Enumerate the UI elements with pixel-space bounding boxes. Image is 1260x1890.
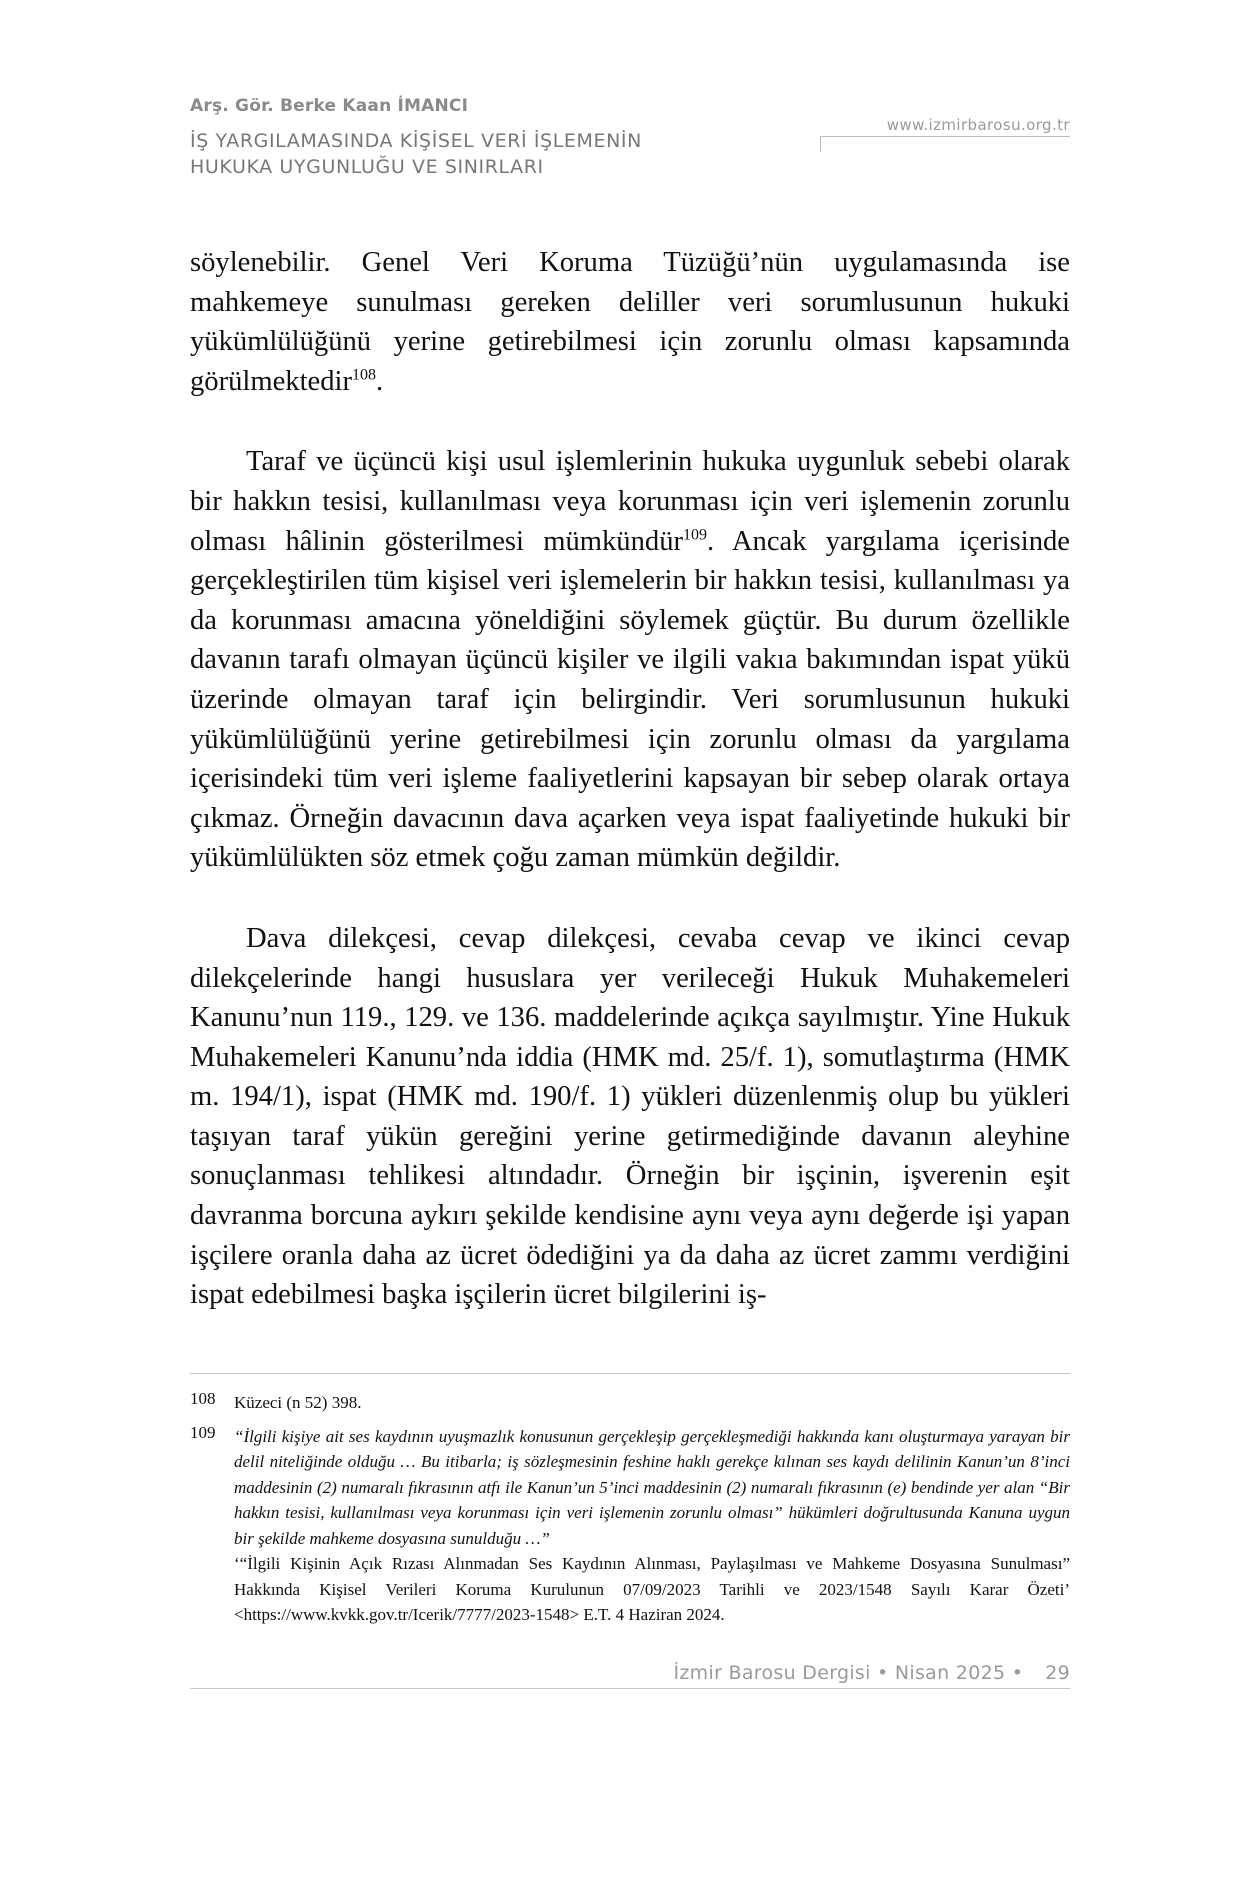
paragraph-1-end: .: [376, 365, 384, 397]
page-number: 29: [1045, 1662, 1070, 1684]
paragraph-3: Dava dilekçesi, cevap dilekçesi, cevaba cevap ve ikinci cevap dilekçelerinde hangi hususlara yer verileceği Hukuk Muhakemeleri Kanunu’nun 119., 129. ve 136. maddelerinde açıkça sayılmıştır. Yine Hukuk Muhakemeleri Kanunu’nda iddia (HMK md. 25/f. 1), somutlaştırma (HMK m. 194/1), ispat (HMK md. 190/f. 1) yükleri düzenlenmiş olup bu yükleri taşıyan taraf yükün gereğini yerine getirmediğinde davanın aleyhine sonuçlanması tehlikesi altındadır. Örneğin bir işçinin, işverenin eşit davranma borcuna aykırı şekilde kendisine aynı veya aynı değerde işi yapan işçilere oranla daha az ücret ödediğini ya da daha az ücret zammı verdiğini ispat edebilmesi başka işçilerin ücret bilgilerini iş-: [190, 922, 1070, 1311]
footnote-ref-109: 109: [683, 526, 708, 544]
main-content: [190, 243, 1070, 1315]
footer-divider: [190, 1688, 1070, 1689]
footnotes: [190, 1390, 1070, 1628]
page-header: [190, 96, 1070, 186]
website-url: www.izmirbarosu.org.tr: [886, 116, 1070, 134]
footnote-108: [190, 1390, 1070, 1416]
header-divider: [820, 136, 1070, 137]
paragraph-2: [190, 442, 1070, 878]
footnote-number: 108: [190, 1389, 216, 1408]
article-title-line-1: İŞ YARGILAMASINDA KİŞİSEL VERİ İŞLEMENİN: [190, 130, 642, 152]
footnote-109: [190, 1424, 1070, 1628]
author-name: Arş. Gör. Berke Kaan İMANCI: [190, 96, 469, 116]
journal-name: İzmir Barosu Dergisi • Nisan 2025 •: [673, 1662, 1024, 1684]
paragraph-2-text-b: . Ancak yargılama içerisinde gerçekleştirilen tüm kişisel veri işlemelerin bir hakkın tesisi, kullanılması ya da korunması amacına yöneldiğini söylemek güçtür. Bu durum özellikle davanın tarafı olmayan üçüncü kişiler ve ilgili vakıa bakımından ispat yükü üzerinde olmayan taraf için belirgindir. Veri sorumlusunun hukuki yükümlülüğünü yerine getirebilmesi için zorunlu olması da yargılama içerisindeki tüm veri işleme faaliyetlerini kapsayan bir sebep olarak ortaya çıkmaz. Örneğin davacının dava açarken veya ispat faaliyetinde hukuki bir yükümlülükten söz etmek çoğu zaman mümkün değildir.: [190, 525, 1070, 874]
paragraph-1-text: söylenebilir. Genel Veri Koruma Tüzüğü’nün uygulamasında ise mahkemeye sunulması gereken deliller veri sorumlusunun hukuki yükümlülüğünü yerine getirebilmesi için zorunlu olması kapsamında görülmektedir: [190, 247, 1070, 397]
article-title-line-2: HUKUKA UYGUNLUĞU VE SINIRLARI: [190, 156, 544, 178]
footnote-text: Küzeci (n 52) 398.: [234, 1393, 362, 1412]
header-divider-tick: [820, 136, 821, 152]
footnote-quote: “İlgili kişiye ait ses kaydının uyuşmazlık konusunun gerçekleşip gerçekleşmediği hakkında kanı oluşturmaya yarayan bir delil niteliğinde olduğu … Bu itibarla; iş sözleşmesinin feshine haklı gerekçe kılınan ses kaydı delilinin Kanun’un 8’inci maddesinin (2) numaralı fıkrasının atfı ile Kanun’un 5’inci maddesinin (2) numaralı fıkrasının (e) bendinde yer alan “Bir hakkın tesisi, kullanılması veya korunması için veri işlemenin zorunlu olması” hükümleri doğrultusunda Kanuna uygun bir şekilde mahkeme dosyasına sunulduğu …”: [234, 1426, 1070, 1548]
footnote-number: 109: [190, 1422, 216, 1442]
paragraph-2-text-a: Taraf ve üçüncü kişi usul işlemlerinin hukuka uygunluk sebebi olarak bir hakkın tesisi, kullanılması veya korunması için veri işlemenin zorunlu olması hâlinin gösterilmesi mümkündür: [190, 446, 1070, 557]
page-footer: [674, 1662, 1071, 1684]
footnote-ref-108: 108: [352, 366, 376, 384]
footnote-source: ‘“İlgili Kişinin Açık Rızası Alınmadan Ses Kaydının Alınması, Paylaşılması ve Mahkeme Dosyasına Sunulması” Hakkında Kişisel Verileri Koruma Kurulunun 07/09/2023 Tarihli ve 2023/1548 Sayılı Karar Özeti’ <https://www.kvkk.gov.tr/Icerik/7777/2023-1548> E.T. 4 Haziran 2024.: [234, 1554, 1070, 1624]
footnote-divider: [190, 1373, 1070, 1374]
paragraph-1: [190, 243, 1070, 401]
